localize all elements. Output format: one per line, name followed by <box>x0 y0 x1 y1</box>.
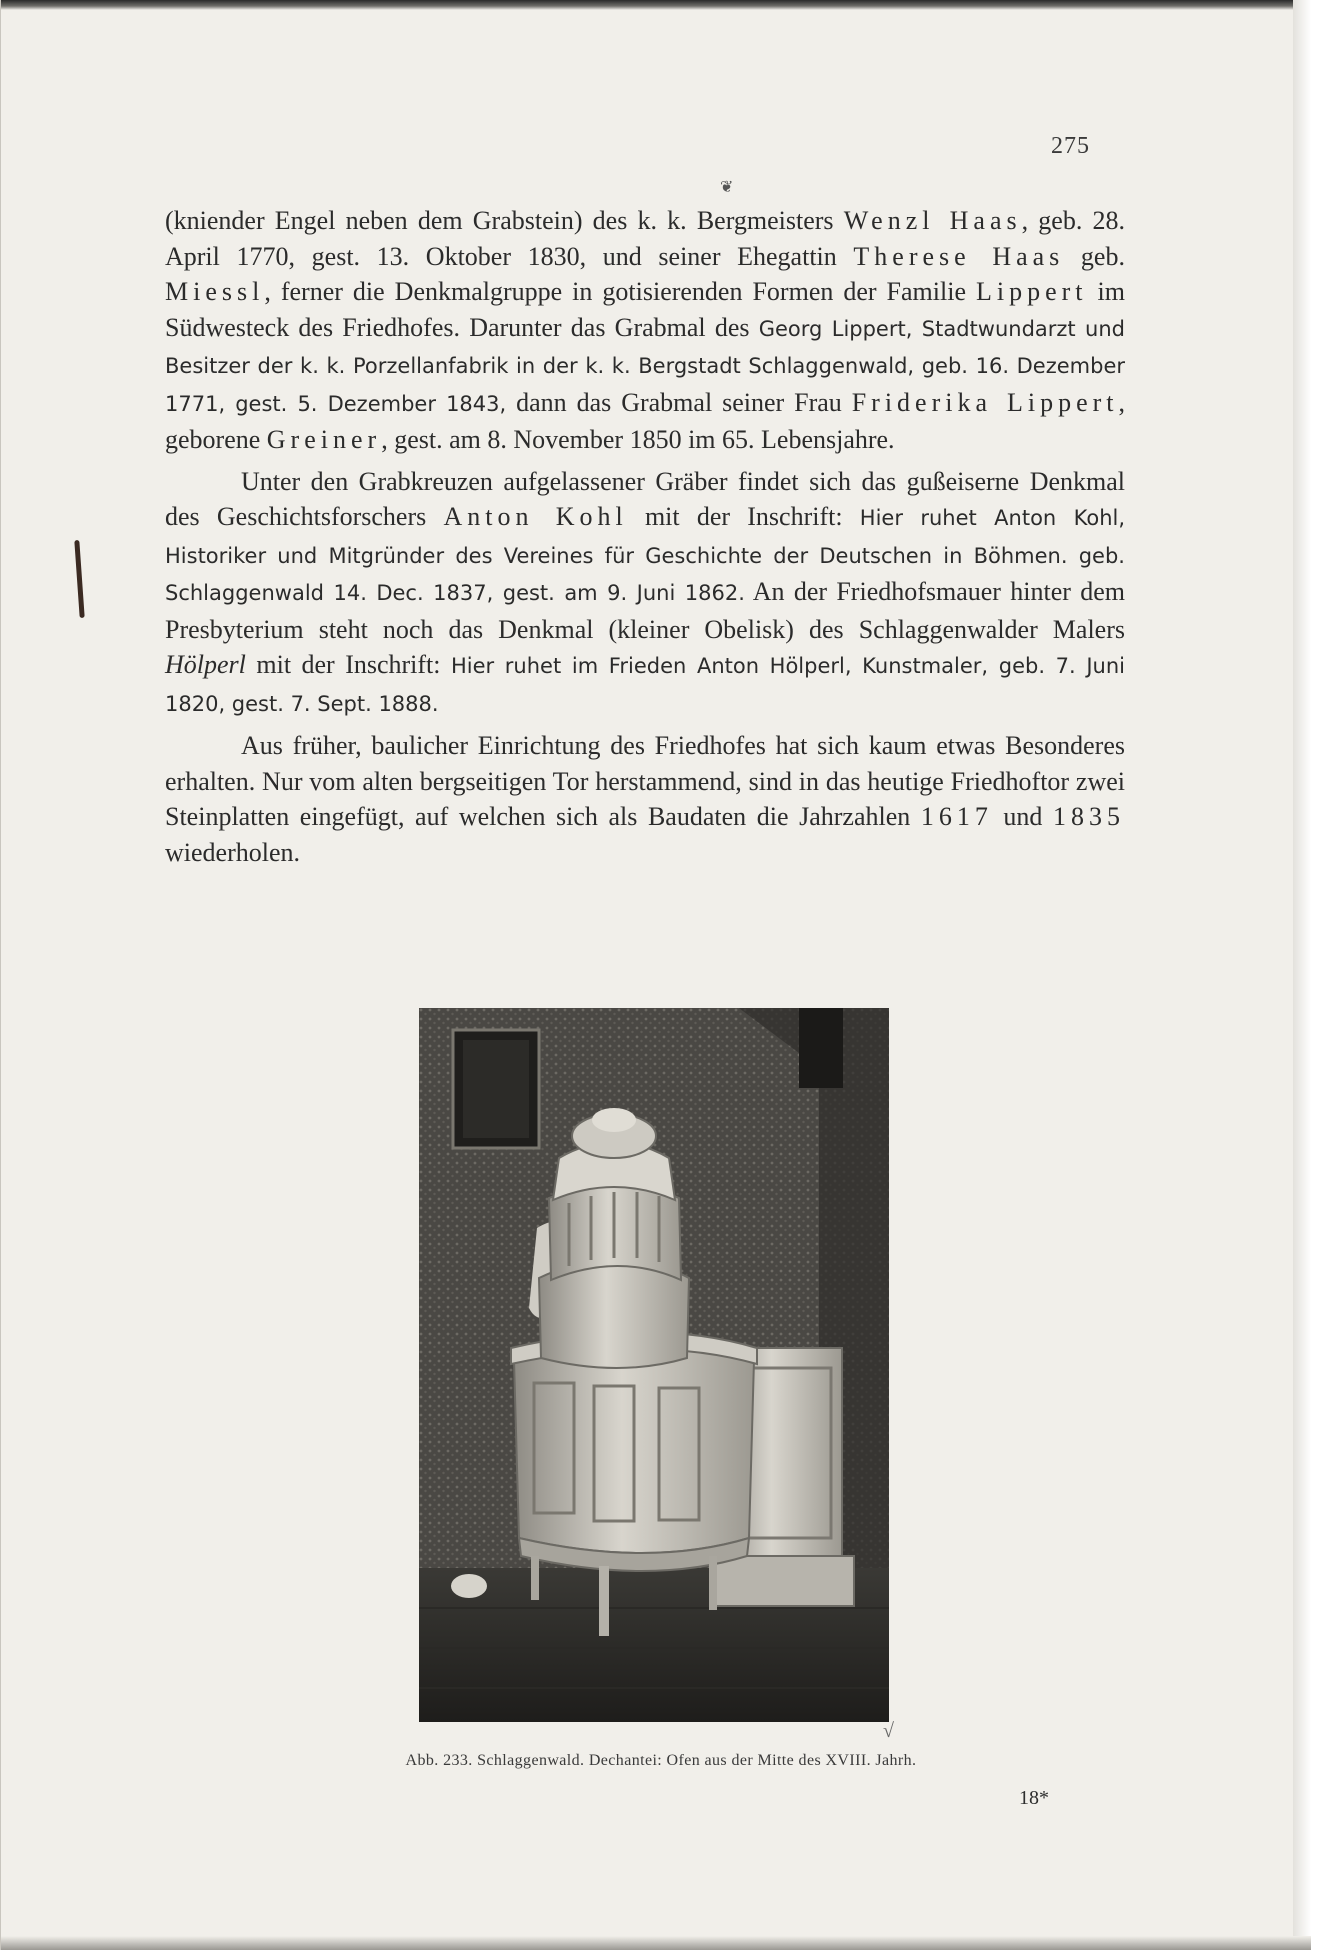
text-run: 1835 <box>1053 802 1126 831</box>
text-run: Friderika Lippert <box>851 387 1119 417</box>
text-run: wiederholen. <box>165 837 301 867</box>
signature-mark: 18* <box>1019 1787 1049 1809</box>
text-run: Lippert <box>976 277 1088 306</box>
text-run: dann das Grabmal seiner Frau <box>506 387 852 417</box>
text-run: Hier ruhet im Frieden Anton Hölperl, Kunstmaler, geb. 7. Juni 1820, gest. 7. Sept. 1888. <box>165 654 1125 716</box>
text-run: Therese Haas <box>853 241 1065 271</box>
text-run: (kniender Engel neben dem Grabstein) des k. k. Bergmeisters <box>165 206 844 235</box>
text-run: Hölperl <box>165 650 246 679</box>
text-run: geb. <box>1064 241 1125 271</box>
text-run: Aus früher, baulicher Einrichtung des Friedhofes hat sich kaum etwas Besonderes erhalten. Nur vom alten bergseitigen Tor herstammend, sind in das heutige Friedhoftor zwei Steinplatten eingefügt, auf welchen sich als Baudaten die Jahrzahlen <box>165 731 1125 831</box>
text-run: , geb. 28. April 1770, gest. 13. Oktober 1830, und seiner Ehegattin <box>165 206 1125 271</box>
margin-pencil-mark <box>74 540 84 618</box>
text-run: , ferner die Denkmalgruppe in gotisierenden Formen der Familie <box>264 277 976 306</box>
text-run: Anton Kohl <box>443 502 628 531</box>
text-run: mit der Inschrift: <box>627 502 860 531</box>
top-edge-shadow <box>1 0 1311 10</box>
text-run: im Südwesteck des Friedhofes. Darunter das Grabmal des <box>165 277 1125 342</box>
text-run: Georg Lippert, Stadtwundarzt und Besitzer der k. k. Porzellanfabrik in der k. k. Bergstadt Schlaggenwald, geb. 16. Dezember 1771, gest. 5. Dezember 1843, <box>165 316 1125 416</box>
page-number: 275 <box>1051 133 1090 159</box>
paragraph <box>165 728 1125 870</box>
ornament-mark: ❦ <box>720 179 734 196</box>
right-page-edge <box>1293 0 1311 1950</box>
text-run: Wenzl Haas <box>843 206 1022 235</box>
text-run: 1617 <box>920 802 993 831</box>
paragraph <box>165 203 1125 458</box>
text-run: Hier ruhet Anton Kohl, Historiker und Mitgründer des Vereines für Geschichte der Deutschen in Böhmen. geb. Schlaggenwald 14. Dec. 1837, gest. am 9. Juni 1862. <box>165 506 1126 605</box>
text-run: An der Friedhofsmauer hinter dem Presbyterium steht noch das Denkmal (kleiner Obelisk) des Schlaggenwalder Malers <box>165 577 1125 644</box>
text-run: Greiner <box>266 425 382 454</box>
paragraph <box>165 464 1125 723</box>
text-run: mit der Inschrift: <box>245 650 451 679</box>
text-run: Miessl <box>165 277 265 306</box>
text-run: und <box>992 802 1054 831</box>
body-text <box>165 203 1125 870</box>
bottom-edge-shadow <box>1 1936 1311 1950</box>
figure-caption: Abb. 233. Schlaggenwald. Dechantei: Ofen aus der Mitte des XVIII. Jahrh. <box>405 1752 917 1769</box>
text-run: , gest. am 8. November 1850 im 65. Lebensjahre. <box>381 425 895 454</box>
figure-photograph-stove <box>419 1008 889 1722</box>
text-run: Unter den Grabkreuzen aufgelassener Gräber findet sich das gußeiserne Denkmal des Geschichtsforschers <box>165 466 1125 531</box>
stove-photo-illustration <box>419 1008 889 1722</box>
pencil-check-mark: √ <box>883 1720 894 1742</box>
text-run: , geborene <box>165 387 1125 454</box>
